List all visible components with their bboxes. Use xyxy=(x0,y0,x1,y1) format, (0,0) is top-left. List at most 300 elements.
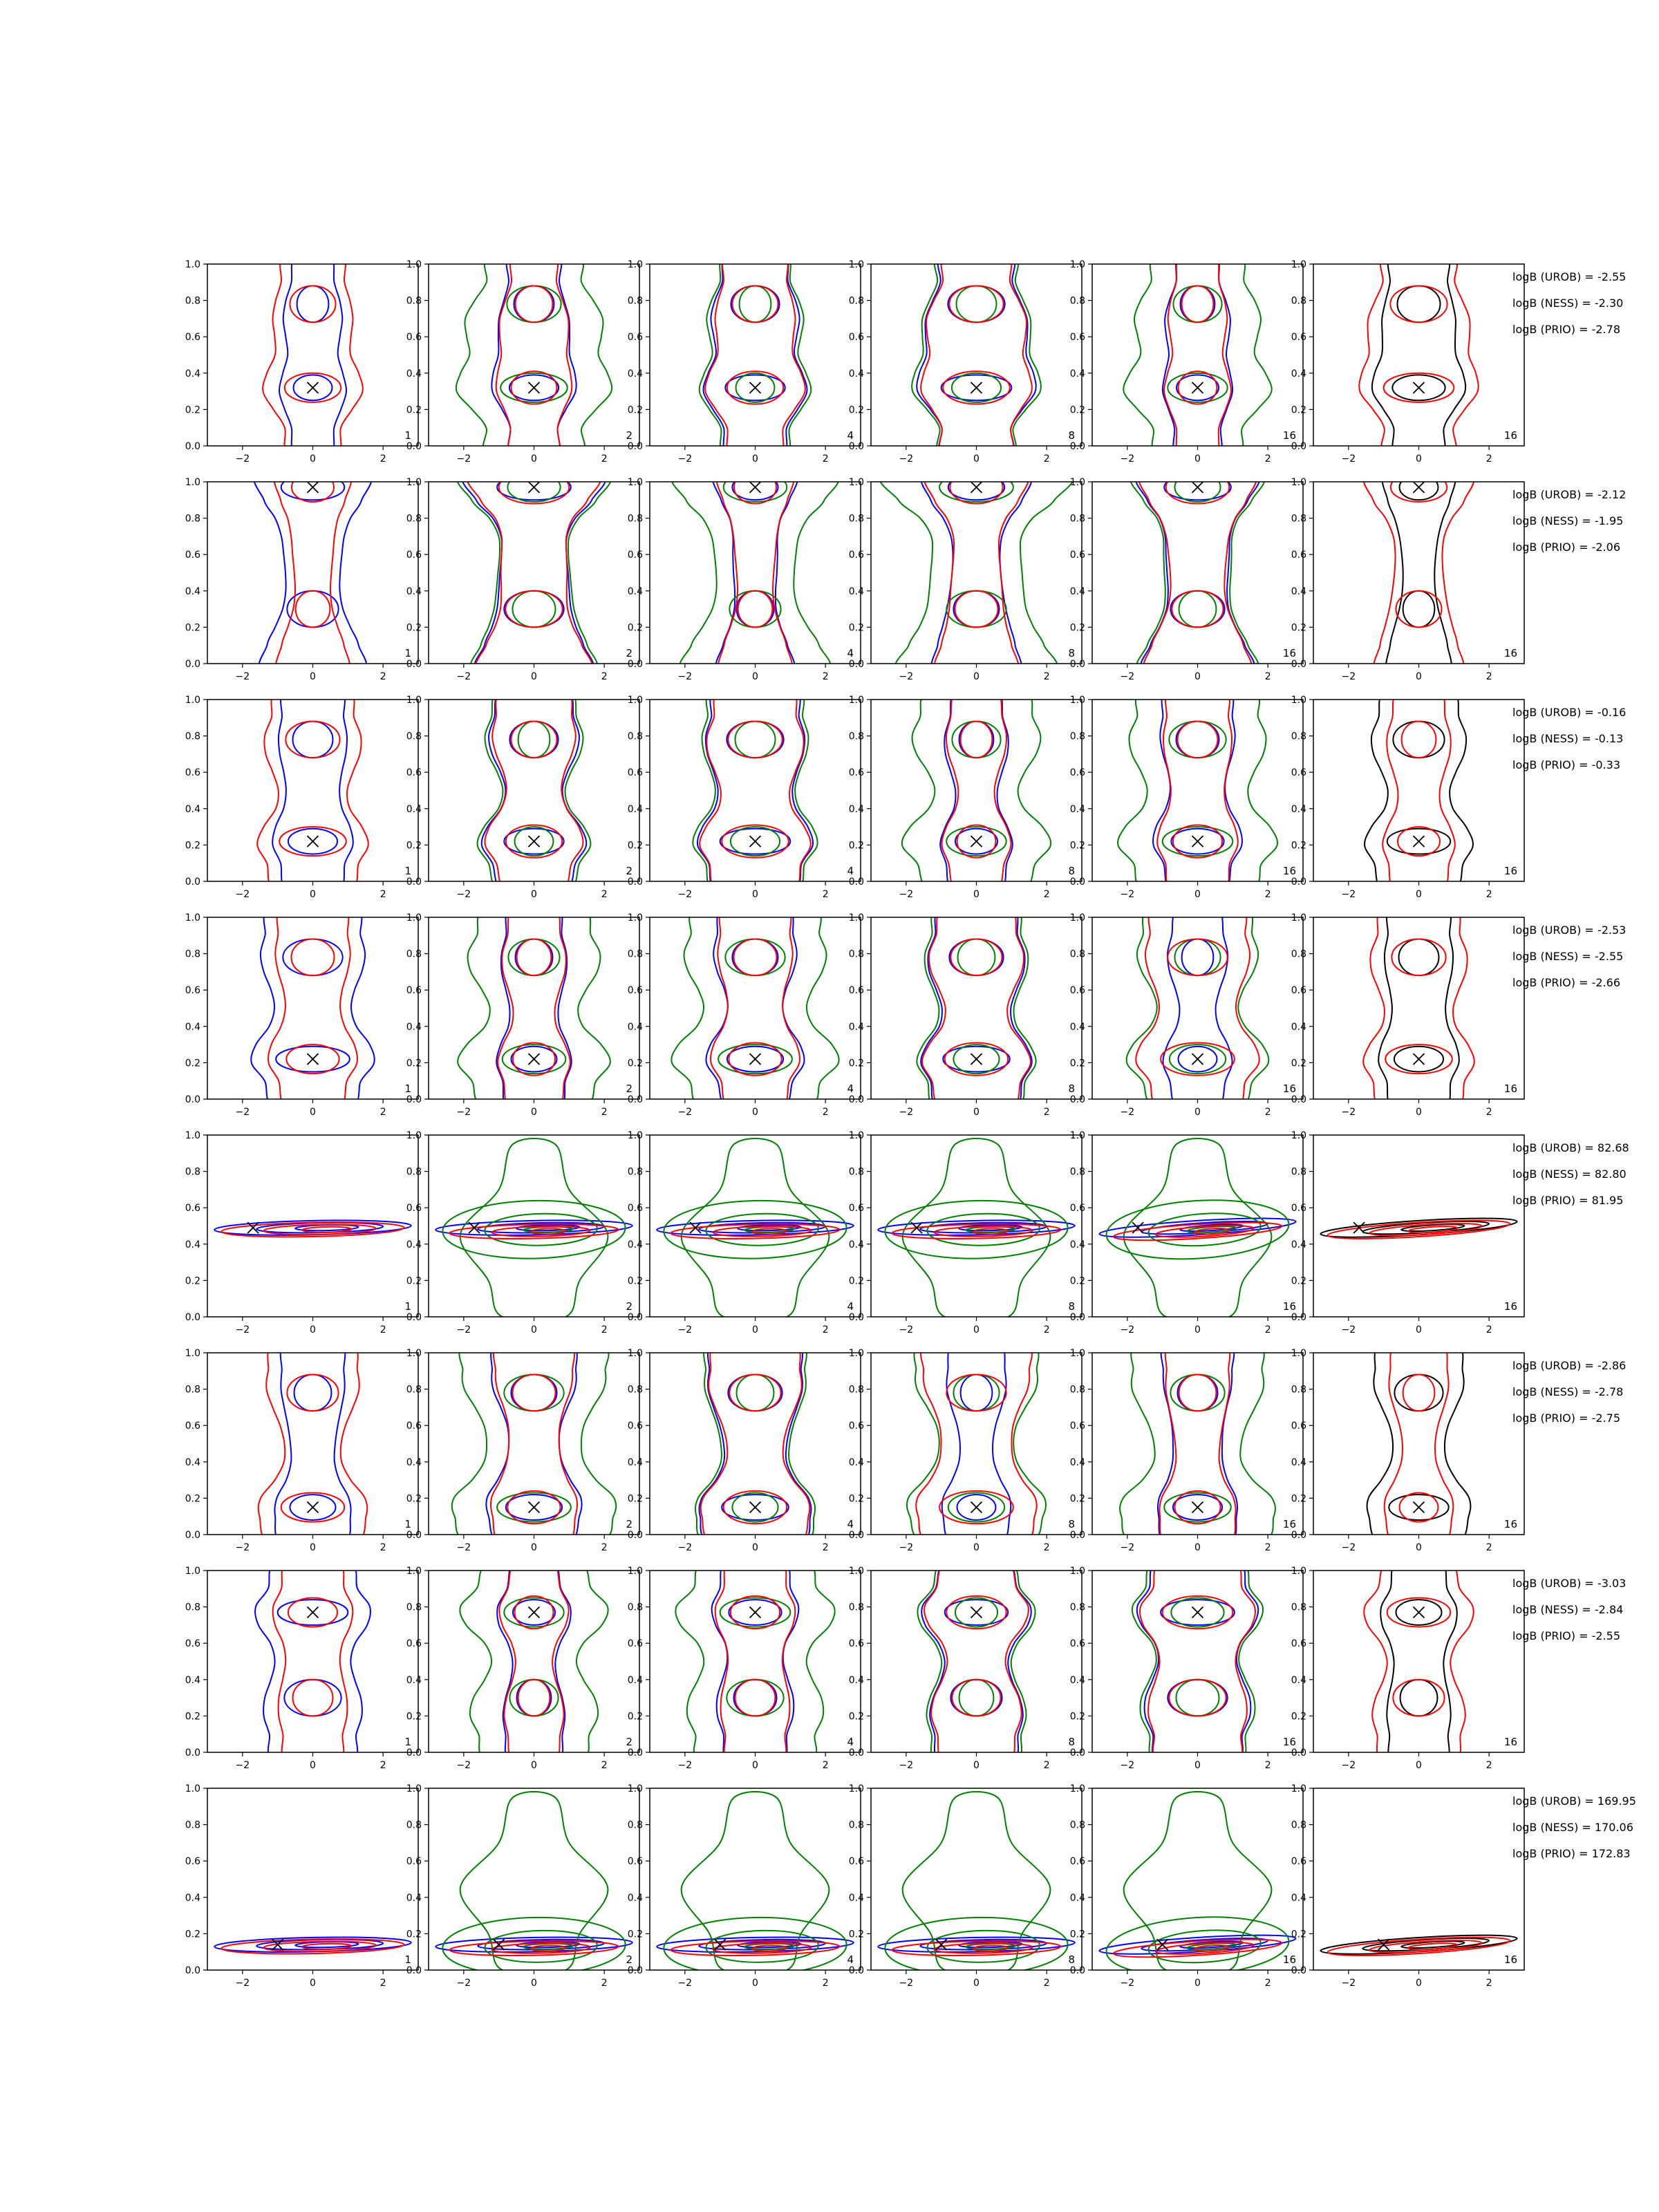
x-tick-label: −2 xyxy=(1341,453,1356,465)
y-tick-label: 1.0 xyxy=(627,695,643,706)
x-tick-label: 2 xyxy=(1043,889,1050,900)
prio-contour xyxy=(1157,687,1238,894)
x-tick-label: 0 xyxy=(973,671,980,682)
y-tick-label: 0.2 xyxy=(1069,840,1085,852)
contours xyxy=(907,1340,1046,1547)
x-tick-label: −2 xyxy=(235,1324,250,1335)
ness-contour xyxy=(518,722,550,758)
axes-frame xyxy=(207,264,418,446)
x-tick-label: −2 xyxy=(1120,1107,1135,1118)
y-tick-label: 0.8 xyxy=(848,295,864,307)
panel-label: 16 xyxy=(1503,647,1517,659)
x-tick-label: 2 xyxy=(1264,1978,1271,1989)
y-tick-label: 0.0 xyxy=(185,1530,200,1541)
y-tick-label: 0.6 xyxy=(1069,1856,1085,1868)
y-tick-label: 1.0 xyxy=(848,259,864,270)
ness-contour xyxy=(452,1340,617,1547)
y-tick-label: 0.8 xyxy=(1069,513,1085,525)
panel-label: 16 xyxy=(1503,1082,1517,1095)
x-tick-label: −2 xyxy=(1341,1978,1356,1989)
prio-contour xyxy=(728,722,782,758)
x-tick-label: 2 xyxy=(1043,1760,1050,1771)
panel-label: 4 xyxy=(847,865,854,877)
panel-r1-c2 xyxy=(406,252,639,465)
prio-contour xyxy=(701,1340,810,1547)
panel-r8-c2 xyxy=(406,1783,639,1989)
y-tick-label: 0.4 xyxy=(185,1021,200,1033)
y-tick-label: 0.8 xyxy=(185,1384,200,1396)
y-tick-label: 0.0 xyxy=(848,1094,864,1105)
prio-contour xyxy=(512,1375,555,1412)
panel-label: 8 xyxy=(1068,1736,1075,1748)
contours xyxy=(435,1138,632,1322)
prio-contour xyxy=(518,1680,550,1716)
y-tick-label: 0.8 xyxy=(1069,1819,1085,1831)
contours xyxy=(456,252,612,458)
y-tick-label: 0.0 xyxy=(627,1747,643,1759)
y-tick-label: 1.0 xyxy=(406,259,422,270)
y-tick-label: 0.0 xyxy=(406,441,422,452)
y-tick-label: 0.6 xyxy=(1069,550,1085,561)
contours xyxy=(1367,1340,1471,1547)
y-tick-label: 0.6 xyxy=(848,985,864,997)
y-tick-label: 0.8 xyxy=(1069,948,1085,960)
y-tick-label: 0.6 xyxy=(406,1856,422,1868)
prio-contour xyxy=(1364,1558,1473,1765)
x-tick-label: 0 xyxy=(1416,453,1422,465)
y-tick-label: 0.2 xyxy=(627,1058,643,1069)
y-tick-label: 0.2 xyxy=(848,404,864,416)
panel-label: 4 xyxy=(847,1953,854,1966)
prio-contour xyxy=(1402,722,1436,758)
y-tick-label: 0.8 xyxy=(1291,948,1306,960)
ness-contour xyxy=(740,286,771,323)
truth-marker xyxy=(1192,1502,1203,1513)
y-tick-label: 0.2 xyxy=(1291,1275,1306,1287)
x-tick-label: 2 xyxy=(1264,889,1271,900)
y-tick-label: 0.4 xyxy=(627,1892,643,1904)
y-tick-label: 0.6 xyxy=(1069,332,1085,344)
y-tick-label: 0.6 xyxy=(1291,550,1306,561)
contours xyxy=(1364,1558,1473,1765)
logb-annotation: logB (PRIO) = 172.83 xyxy=(1512,1847,1631,1860)
x-tick-label: 2 xyxy=(601,671,608,682)
y-tick-label: 0.2 xyxy=(848,622,864,634)
logb-annotation: logB (NESS) = -2.30 xyxy=(1512,297,1624,310)
y-tick-label: 1.0 xyxy=(1069,695,1085,706)
y-tick-label: 0.0 xyxy=(848,877,864,888)
y-tick-label: 0.6 xyxy=(848,767,864,779)
x-tick-label: −2 xyxy=(677,1760,693,1771)
contours xyxy=(1127,905,1269,1112)
panel-label: 4 xyxy=(847,1736,854,1748)
prio-contour xyxy=(738,591,773,628)
x-tick-label: −2 xyxy=(1120,1542,1135,1553)
truth-marker xyxy=(1414,382,1425,393)
y-tick-label: 0.8 xyxy=(406,1384,422,1396)
ness-contour xyxy=(957,286,997,323)
axes-frame xyxy=(1313,482,1524,664)
panel-label: 8 xyxy=(1068,429,1075,442)
x-tick-label: 0 xyxy=(752,1978,758,1989)
logb-annotation: logB (UROB) = -3.03 xyxy=(1512,1577,1627,1590)
x-tick-label: −2 xyxy=(899,889,914,900)
ness-contour xyxy=(737,1375,774,1412)
y-tick-label: 0.8 xyxy=(406,1602,422,1613)
y-tick-label: 0.8 xyxy=(185,513,200,525)
y-tick-label: 0.8 xyxy=(1069,1166,1085,1178)
urob-contour xyxy=(942,1340,1011,1547)
x-tick-label: −2 xyxy=(456,453,471,465)
urob-contour xyxy=(1137,1558,1258,1765)
truth-marker xyxy=(750,1053,761,1065)
prio-contour xyxy=(961,722,993,758)
x-tick-label: −2 xyxy=(899,1760,914,1771)
y-tick-label: 0.0 xyxy=(627,659,643,670)
y-tick-label: 0.2 xyxy=(1069,1275,1085,1287)
x-tick-label: 0 xyxy=(1416,1760,1422,1771)
x-tick-label: −2 xyxy=(677,1978,693,1989)
panel-r1-c6 xyxy=(1291,252,1524,465)
axes-frame xyxy=(207,482,418,664)
y-tick-label: 0.4 xyxy=(1069,1674,1085,1686)
y-tick-label: 0.0 xyxy=(1291,1965,1306,1976)
panel-label: 8 xyxy=(1068,865,1075,877)
y-tick-label: 0.6 xyxy=(1291,767,1306,779)
panel-r7-c3 xyxy=(628,1558,861,1771)
x-tick-label: −2 xyxy=(456,1107,471,1118)
y-tick-label: 1.0 xyxy=(1069,477,1085,488)
axes-frame xyxy=(871,482,1082,664)
prio-contour xyxy=(711,905,800,1112)
panel-r6-c4 xyxy=(849,1340,1082,1553)
y-tick-label: 0.4 xyxy=(848,1892,864,1904)
panel-r5-c4 xyxy=(849,1130,1082,1335)
y-tick-label: 1.0 xyxy=(1069,1783,1085,1794)
truth-marker xyxy=(1192,1053,1203,1065)
x-tick-label: 2 xyxy=(1485,1978,1492,1989)
x-tick-label: 0 xyxy=(1194,1978,1201,1989)
x-tick-label: 2 xyxy=(601,1542,608,1553)
x-tick-label: 0 xyxy=(531,453,537,465)
y-tick-label: 0.0 xyxy=(848,1530,864,1541)
x-tick-label: 0 xyxy=(310,1978,316,1989)
prio-contour xyxy=(296,591,330,628)
y-tick-label: 0.0 xyxy=(627,877,643,888)
y-tick-label: 0.4 xyxy=(1291,1892,1306,1904)
contours xyxy=(1118,687,1277,894)
truth-marker xyxy=(1192,482,1203,493)
truth-marker xyxy=(529,382,540,393)
x-tick-label: 0 xyxy=(310,671,316,682)
y-tick-label: 0.6 xyxy=(406,1203,422,1215)
axes-frame xyxy=(871,264,1082,446)
panel-label: 2 xyxy=(626,1736,632,1748)
y-tick-label: 0.2 xyxy=(185,622,200,634)
y-tick-label: 1.0 xyxy=(406,1566,422,1577)
y-tick-label: 0.0 xyxy=(1291,1530,1306,1541)
y-tick-label: 0.6 xyxy=(185,1856,200,1868)
truth-marker xyxy=(1414,1606,1425,1618)
y-tick-label: 0.4 xyxy=(627,1239,643,1250)
panel-r2-c3 xyxy=(628,469,861,682)
y-tick-label: 0.0 xyxy=(406,1312,422,1323)
ness-contour xyxy=(1179,591,1217,628)
prio-contour xyxy=(1391,939,1445,976)
panel-r3-c6 xyxy=(1291,687,1524,900)
logb-annotation: logB (NESS) = -2.78 xyxy=(1512,1385,1624,1398)
y-tick-label: 1.0 xyxy=(848,1783,864,1794)
panel-r2-c4 xyxy=(849,469,1082,682)
prio-contour xyxy=(949,286,1003,323)
prio-contour xyxy=(291,939,334,976)
x-tick-label: 2 xyxy=(1264,1324,1271,1335)
x-tick-label: −2 xyxy=(1341,889,1356,900)
y-tick-label: 0.6 xyxy=(848,332,864,344)
logb-annotation: logB (UROB) = 82.68 xyxy=(1512,1141,1629,1154)
panel-r1-c1 xyxy=(185,252,418,465)
panel-label: 16 xyxy=(1503,1300,1517,1313)
truth-marker xyxy=(1192,382,1203,393)
x-tick-label: 2 xyxy=(822,1978,829,1989)
y-tick-label: 0.2 xyxy=(1069,1493,1085,1505)
x-tick-label: 0 xyxy=(1194,1760,1201,1771)
panel-label: 4 xyxy=(847,647,854,659)
x-tick-label: 0 xyxy=(1416,671,1422,682)
y-tick-label: 0.2 xyxy=(185,1711,200,1723)
contours xyxy=(672,469,838,676)
x-tick-label: 2 xyxy=(822,453,829,465)
urob-contour xyxy=(704,252,807,458)
urob-contour xyxy=(1163,905,1232,1112)
x-tick-label: 2 xyxy=(822,889,829,900)
urob-contour xyxy=(272,687,353,894)
y-tick-label: 0.2 xyxy=(185,840,200,852)
x-tick-label: 0 xyxy=(310,1760,316,1771)
y-tick-label: 0.0 xyxy=(406,659,422,670)
y-tick-label: 0.0 xyxy=(406,1094,422,1105)
panel-r5-c3 xyxy=(628,1130,861,1335)
x-tick-label: −2 xyxy=(235,889,250,900)
panel-label: 16 xyxy=(1503,1518,1517,1530)
prio-contour xyxy=(955,591,997,628)
y-tick-label: 0.6 xyxy=(406,550,422,561)
y-tick-label: 0.0 xyxy=(185,441,200,452)
y-tick-label: 1.0 xyxy=(185,1130,200,1141)
y-tick-label: 0.8 xyxy=(406,1166,422,1178)
logb-annotation: logB (UROB) = -2.55 xyxy=(1512,270,1627,283)
y-tick-label: 0.4 xyxy=(848,585,864,597)
reference-contour xyxy=(1367,1340,1471,1547)
ness-contour xyxy=(1176,1680,1219,1716)
x-tick-label: 0 xyxy=(531,1760,537,1771)
panel-r8-c4 xyxy=(849,1783,1082,1989)
y-tick-label: 1.0 xyxy=(406,695,422,706)
y-tick-label: 1.0 xyxy=(185,477,200,488)
y-tick-label: 0.0 xyxy=(848,659,864,670)
x-tick-label: −2 xyxy=(235,1978,250,1989)
prio-contour xyxy=(1179,1375,1217,1412)
y-tick-label: 1.0 xyxy=(848,912,864,924)
y-tick-label: 0.0 xyxy=(406,877,422,888)
ness-contour xyxy=(958,939,995,976)
y-tick-label: 0.6 xyxy=(1069,767,1085,779)
y-tick-label: 0.4 xyxy=(406,1239,422,1250)
prio-contour xyxy=(516,286,553,323)
y-tick-label: 0.6 xyxy=(627,767,643,779)
contours xyxy=(912,252,1041,458)
y-tick-label: 1.0 xyxy=(406,1348,422,1359)
y-tick-label: 0.0 xyxy=(1069,1747,1085,1759)
x-tick-label: −2 xyxy=(899,453,914,465)
ness-contour xyxy=(1120,1340,1275,1547)
prio-contour xyxy=(916,1340,1036,1547)
y-tick-label: 0.4 xyxy=(185,803,200,815)
reference-contour xyxy=(1378,905,1459,1112)
y-tick-label: 0.6 xyxy=(1069,985,1085,997)
truth-marker xyxy=(1132,1222,1143,1233)
contours xyxy=(257,687,368,894)
x-tick-label: −2 xyxy=(899,1978,914,1989)
x-tick-label: 0 xyxy=(973,889,980,900)
y-tick-label: 0.8 xyxy=(406,731,422,742)
y-tick-label: 0.4 xyxy=(1291,1674,1306,1686)
prio-contour xyxy=(1382,687,1455,894)
x-tick-label: 0 xyxy=(1194,1324,1201,1335)
panel-label: 2 xyxy=(626,1300,632,1313)
y-tick-label: 0.2 xyxy=(406,404,422,416)
contours xyxy=(675,1558,834,1765)
x-tick-label: −2 xyxy=(1120,671,1135,682)
x-tick-label: 2 xyxy=(601,1978,608,1989)
x-tick-label: 0 xyxy=(1416,1542,1422,1553)
prio-contour xyxy=(517,939,552,976)
panel-r5-c6 xyxy=(1291,1130,1524,1335)
x-tick-label: −2 xyxy=(1120,1760,1135,1771)
panel-label: 8 xyxy=(1068,1518,1075,1530)
panel-label: 2 xyxy=(626,429,632,442)
y-tick-label: 0.2 xyxy=(848,1493,864,1505)
y-tick-label: 1.0 xyxy=(848,695,864,706)
y-tick-label: 0.4 xyxy=(406,803,422,815)
ness-contour xyxy=(460,1558,608,1765)
y-tick-label: 1.0 xyxy=(848,1566,864,1577)
prio-contour xyxy=(273,1558,353,1765)
y-tick-label: 0.6 xyxy=(185,332,200,344)
contours xyxy=(657,1138,854,1322)
x-tick-label: −2 xyxy=(899,1324,914,1335)
x-tick-label: −2 xyxy=(677,453,693,465)
contours xyxy=(251,905,375,1112)
x-tick-label: 0 xyxy=(752,1542,758,1553)
panel-label: 1 xyxy=(404,1953,411,1966)
x-tick-label: 0 xyxy=(310,1324,316,1335)
truth-marker xyxy=(1414,836,1425,847)
panel-label: 2 xyxy=(626,647,632,659)
y-tick-label: 0.0 xyxy=(848,1312,864,1323)
panel-r3-c3 xyxy=(628,687,861,900)
truth-marker xyxy=(971,482,982,493)
y-tick-label: 0.2 xyxy=(185,1929,200,1940)
panel-r6-c2 xyxy=(406,1340,639,1553)
ness-contour xyxy=(671,905,838,1112)
ness-contour xyxy=(902,687,1051,894)
prio-contour xyxy=(1140,1558,1255,1765)
x-tick-label: 0 xyxy=(310,1542,316,1553)
y-tick-label: 1.0 xyxy=(1291,695,1306,706)
panel-label: 4 xyxy=(847,1082,854,1095)
y-tick-label: 0.6 xyxy=(627,1638,643,1650)
prio-contour xyxy=(1403,1375,1435,1412)
y-tick-label: 0.8 xyxy=(1291,1166,1306,1178)
urob-contour xyxy=(293,722,333,758)
panel-r1-c5 xyxy=(1070,252,1303,465)
y-tick-label: 1.0 xyxy=(406,912,422,924)
y-tick-label: 0.4 xyxy=(406,585,422,597)
y-tick-label: 1.0 xyxy=(185,1566,200,1577)
y-tick-label: 0.4 xyxy=(406,368,422,379)
y-tick-label: 1.0 xyxy=(406,1783,422,1794)
y-tick-label: 0.2 xyxy=(1069,404,1085,416)
y-tick-label: 0.6 xyxy=(406,1421,422,1432)
contours xyxy=(1120,1340,1275,1547)
y-tick-label: 1.0 xyxy=(627,1348,643,1359)
x-tick-label: −2 xyxy=(1341,1542,1356,1553)
ness-contour xyxy=(735,722,776,758)
truth-marker xyxy=(971,1053,982,1065)
logb-annotation: logB (NESS) = 170.06 xyxy=(1512,1821,1633,1834)
y-tick-label: 0.8 xyxy=(1291,295,1306,307)
prio-contour xyxy=(941,687,1011,894)
logb-annotation: logB (NESS) = -0.13 xyxy=(1512,732,1624,745)
y-tick-label: 0.2 xyxy=(627,1493,643,1505)
x-tick-label: 0 xyxy=(973,1760,980,1771)
y-tick-label: 0.6 xyxy=(185,550,200,561)
y-tick-label: 1.0 xyxy=(185,1348,200,1359)
contours xyxy=(457,469,610,676)
y-tick-label: 0.4 xyxy=(406,1021,422,1033)
truth-marker xyxy=(308,1053,319,1065)
x-tick-label: −2 xyxy=(677,1107,693,1118)
x-tick-label: −2 xyxy=(456,671,471,682)
reference-contour xyxy=(1380,1558,1457,1765)
y-tick-label: 0.4 xyxy=(848,368,864,379)
reference-contour xyxy=(1397,286,1440,323)
prio-contour xyxy=(257,687,368,894)
x-tick-label: −2 xyxy=(1120,453,1135,465)
x-tick-label: 2 xyxy=(1485,1760,1492,1771)
y-tick-label: 0.2 xyxy=(627,1929,643,1940)
contours xyxy=(1359,252,1478,458)
y-tick-label: 0.8 xyxy=(1291,1384,1306,1396)
ness-contour xyxy=(1127,905,1269,1112)
y-tick-label: 1.0 xyxy=(185,695,200,706)
y-tick-label: 0.0 xyxy=(185,1312,200,1323)
truth-marker xyxy=(1192,836,1203,847)
y-tick-label: 0.6 xyxy=(1291,1421,1306,1432)
panel-label: 16 xyxy=(1282,1082,1296,1095)
x-tick-label: 2 xyxy=(822,1760,829,1771)
y-tick-label: 1.0 xyxy=(848,1130,864,1141)
panel-label: 1 xyxy=(404,1082,411,1095)
x-tick-label: 2 xyxy=(822,1542,829,1553)
ness-contour xyxy=(907,1340,1046,1547)
y-tick-label: 0.6 xyxy=(406,985,422,997)
logb-annotation: logB (NESS) = -2.84 xyxy=(1512,1603,1624,1616)
y-tick-label: 1.0 xyxy=(1291,259,1306,270)
x-tick-label: 2 xyxy=(379,1107,386,1118)
y-tick-label: 0.6 xyxy=(1291,332,1306,344)
